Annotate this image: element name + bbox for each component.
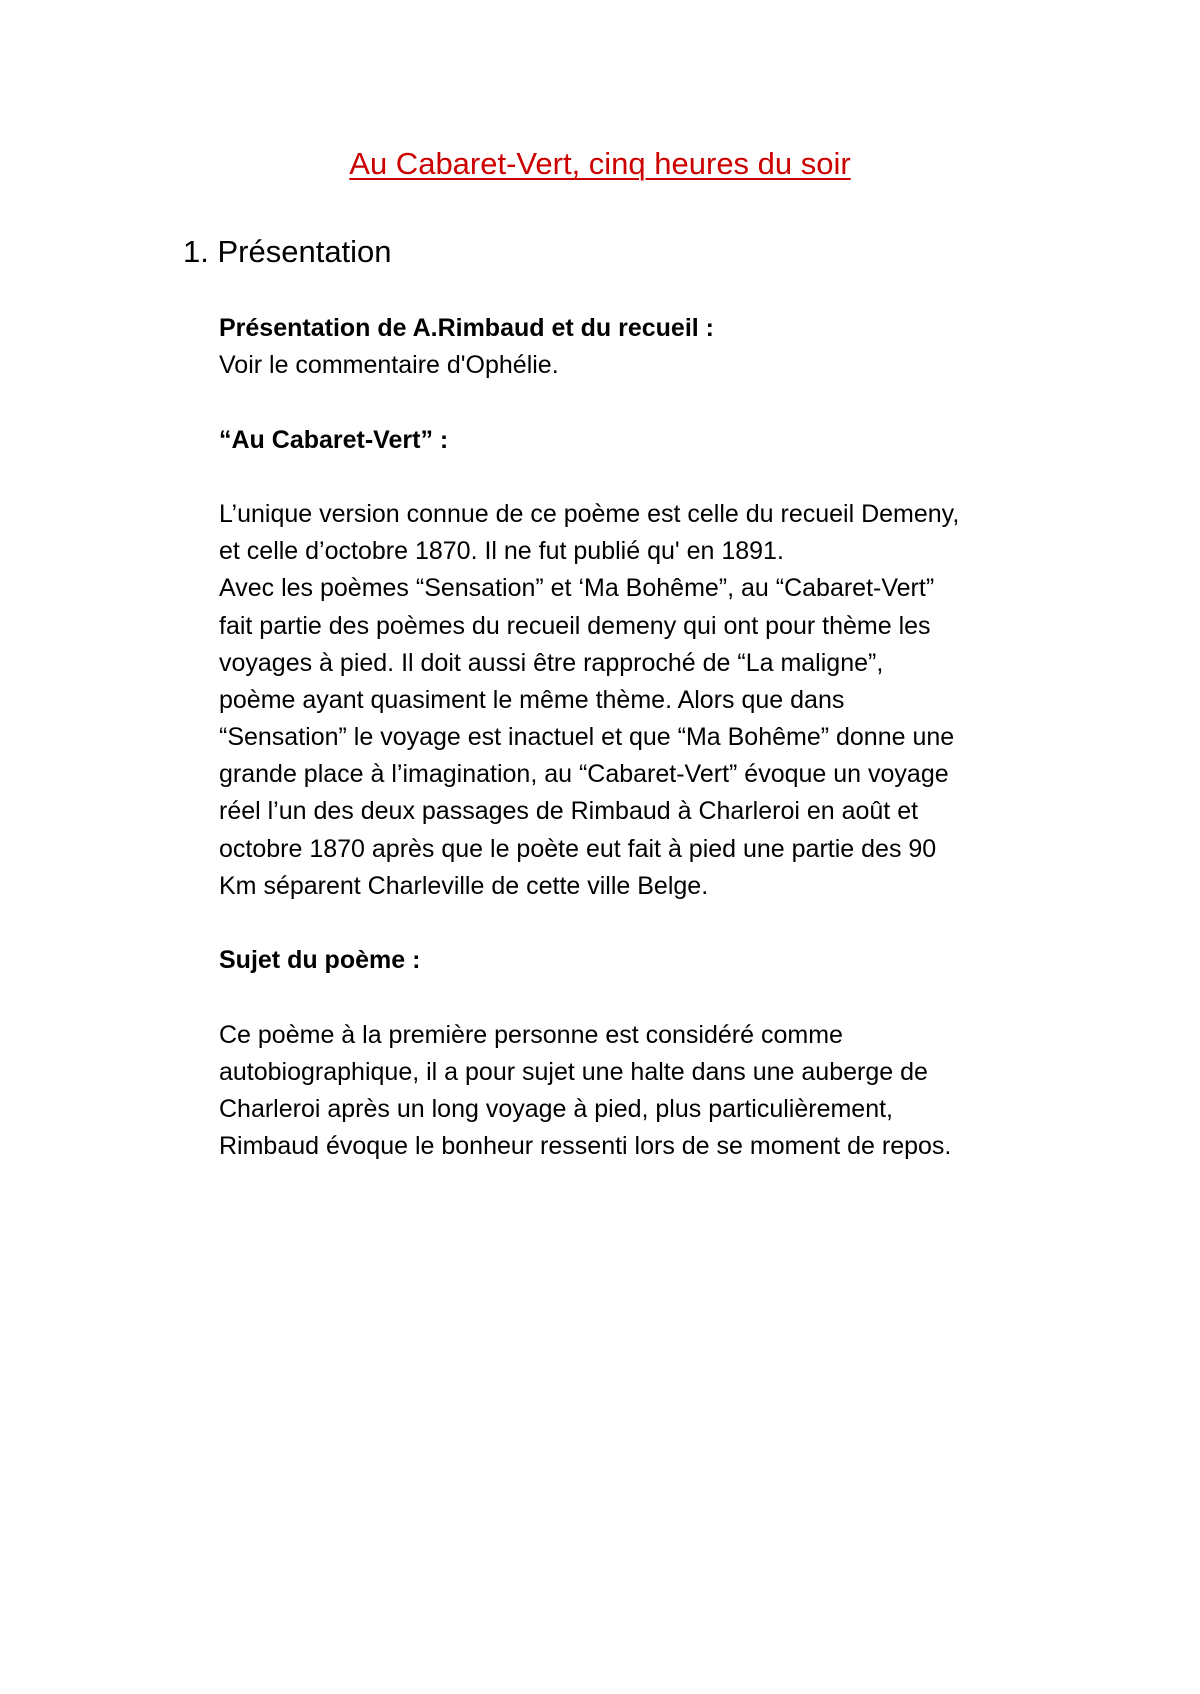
- cabaret-heading: “Au Cabaret-Vert” :: [219, 425, 449, 454]
- presentation-text: Voir le commentaire d'Ophélie.: [219, 351, 559, 380]
- sujet-paragraph-line: Rimbaud évoque le bonheur ressenti lors de se moment de repos.: [219, 1132, 952, 1161]
- sujet-heading: Sujet du poème :: [219, 946, 421, 975]
- document-title: Au Cabaret-Vert, cinq heures du soir: [349, 146, 851, 181]
- cabaret-paragraph-line: grande place à l’imagination, au “Cabaret-Vert” évoque un voyage: [219, 760, 949, 789]
- sujet-paragraph-line: autobiographique, il a pour sujet une halte dans une auberge de: [219, 1057, 928, 1086]
- cabaret-paragraph-line: Km séparent Charleville de cette ville Belge.: [219, 871, 709, 900]
- section-number: 1.: [183, 234, 209, 269]
- spacer: [219, 905, 1099, 942]
- cabaret-paragraph-line: “Sensation” le voyage est inactuel et que “Ma Bohême” donne une: [219, 723, 955, 752]
- spacer: [219, 384, 1099, 421]
- cabaret-paragraph-line: Avec les poèmes “Sensation” et ‘Ma Bohême”, au “Cabaret-Vert”: [219, 574, 935, 603]
- sujet-paragraph-line: Charleroi après un long voyage à pied, plus particulièrement,: [219, 1094, 893, 1123]
- document-body: [219, 310, 1099, 1165]
- cabaret-paragraph-line: et celle d’octobre 1870. Il ne fut publié qu' en 1891.: [219, 537, 784, 566]
- cabaret-paragraph-line: L’unique version connue de ce poème est celle du recueil Demeny,: [219, 499, 960, 528]
- cabaret-paragraph-line: fait partie des poèmes du recueil demeny qui ont pour thème les: [219, 611, 931, 640]
- section-heading: [183, 232, 392, 272]
- cabaret-paragraph-line: réel l’un des deux passages de Rimbaud à Charleroi en août et: [219, 797, 919, 826]
- spacer: [219, 459, 1099, 496]
- cabaret-paragraph-line: poème ayant quasiment le même thème. Alors que dans: [219, 685, 845, 714]
- sujet-paragraph-line: Ce poème à la première personne est considéré comme: [219, 1020, 843, 1049]
- cabaret-paragraph-line: voyages à pied. Il doit aussi être rapproché de “La maligne”,: [219, 648, 884, 677]
- cabaret-paragraph-line: octobre 1870 après que le poète eut fait à pied une partie des 90: [219, 834, 937, 863]
- spacer: [219, 979, 1099, 1016]
- presentation-heading: Présentation de A.Rimbaud et du recueil :: [219, 314, 714, 342]
- section-title: Présentation: [217, 234, 392, 269]
